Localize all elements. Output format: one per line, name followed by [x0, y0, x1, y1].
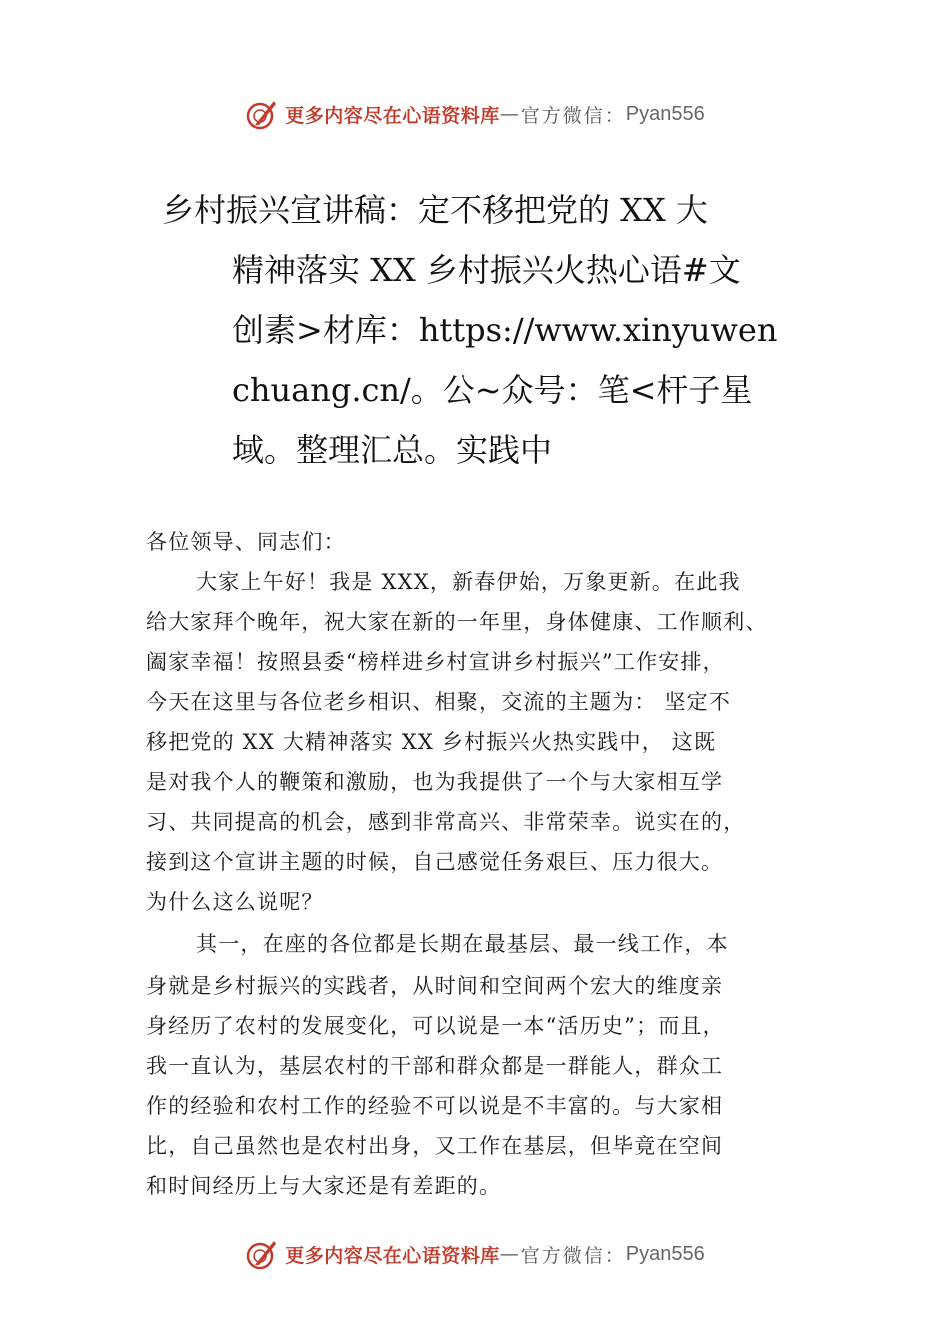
- quill-logo-icon: [245, 97, 279, 131]
- body-line: 移把党的 XX 大精神落实 XX 乡村振兴火热实践中， 这既: [146, 730, 717, 754]
- title-line: 精神落实 XX 乡村振兴火热心语#文: [232, 251, 741, 289]
- header-watermark: [0, 94, 950, 134]
- body-line: 身就是乡村振兴的实践者，从时间和空间两个宏大的维度亲: [146, 974, 724, 998]
- title-line: chuang.cn/。公~众号：笔<杆子星: [232, 371, 753, 409]
- footer-watermark: [0, 1234, 950, 1274]
- body-line: 接到这个宣讲主题的时候，自己感觉任务艰巨、压力很大。: [146, 850, 724, 874]
- body-line: 我一直认为，基层农村的干部和群众都是一群能人，群众工: [146, 1054, 724, 1078]
- body-line: 身经历了农村的发展变化，可以说是一本“活历史”；而且，: [146, 1014, 725, 1038]
- body-line: 习、共同提高的机会，感到非常高兴、非常荣幸。说实在的，: [146, 810, 746, 834]
- watermark-library-text: 更多内容尽在心语资料库: [285, 1244, 500, 1267]
- watermark-wechat-id: Pyan556: [625, 102, 705, 125]
- body-line: 比，自己虽然也是农村出身，又工作在基层，但毕竟在空间: [146, 1134, 724, 1158]
- salutation: 各位领导、同志们：: [146, 530, 346, 554]
- watermark-library-text: 更多内容尽在心语资料库: [285, 104, 500, 127]
- title-line: 域。整理汇总。实践中: [232, 431, 553, 469]
- body-line: 今天在这里与各位老乡相识、相聚，交流的主题为： 坚定不: [146, 690, 732, 714]
- body-line: 作的经验和农村工作的经验不可以说是不丰富的。与大家相: [146, 1094, 724, 1118]
- quill-logo-icon: [245, 1237, 279, 1271]
- body-line: 是对我个人的鞭策和激励，也为我提供了一个与大家相互学: [146, 770, 724, 794]
- watermark-dash: —: [499, 1243, 521, 1265]
- body-line: 阖家幸福！按照县委“榜样进乡村宣讲乡村振兴”工作安排，: [146, 650, 725, 674]
- watermark-dash: —: [499, 103, 521, 125]
- body-line: 给大家拜个晚年，祝大家在新的一年里，身体健康、工作顺利、: [146, 610, 768, 634]
- title-line: 乡村振兴宣讲稿：定不移把党的 XX 大: [162, 191, 708, 229]
- title-line: 创素>材库：https://www.xinyuwen: [232, 311, 778, 349]
- body-line: 为什么这么说呢？: [146, 890, 324, 914]
- body-line: 其一，在座的各位都是长期在最基层、最一线工作，本: [196, 932, 729, 956]
- watermark-wechat-label: 官方微信：: [520, 1244, 626, 1267]
- watermark-wechat-label: 官方微信：: [520, 104, 626, 127]
- body-line: 和时间经历上与大家还是有差距的。: [146, 1174, 502, 1198]
- watermark-wechat-id: Pyan556: [625, 1242, 705, 1265]
- body-line: 大家上午好！我是 XXX，新春伊始，万象更新。在此我: [196, 570, 741, 594]
